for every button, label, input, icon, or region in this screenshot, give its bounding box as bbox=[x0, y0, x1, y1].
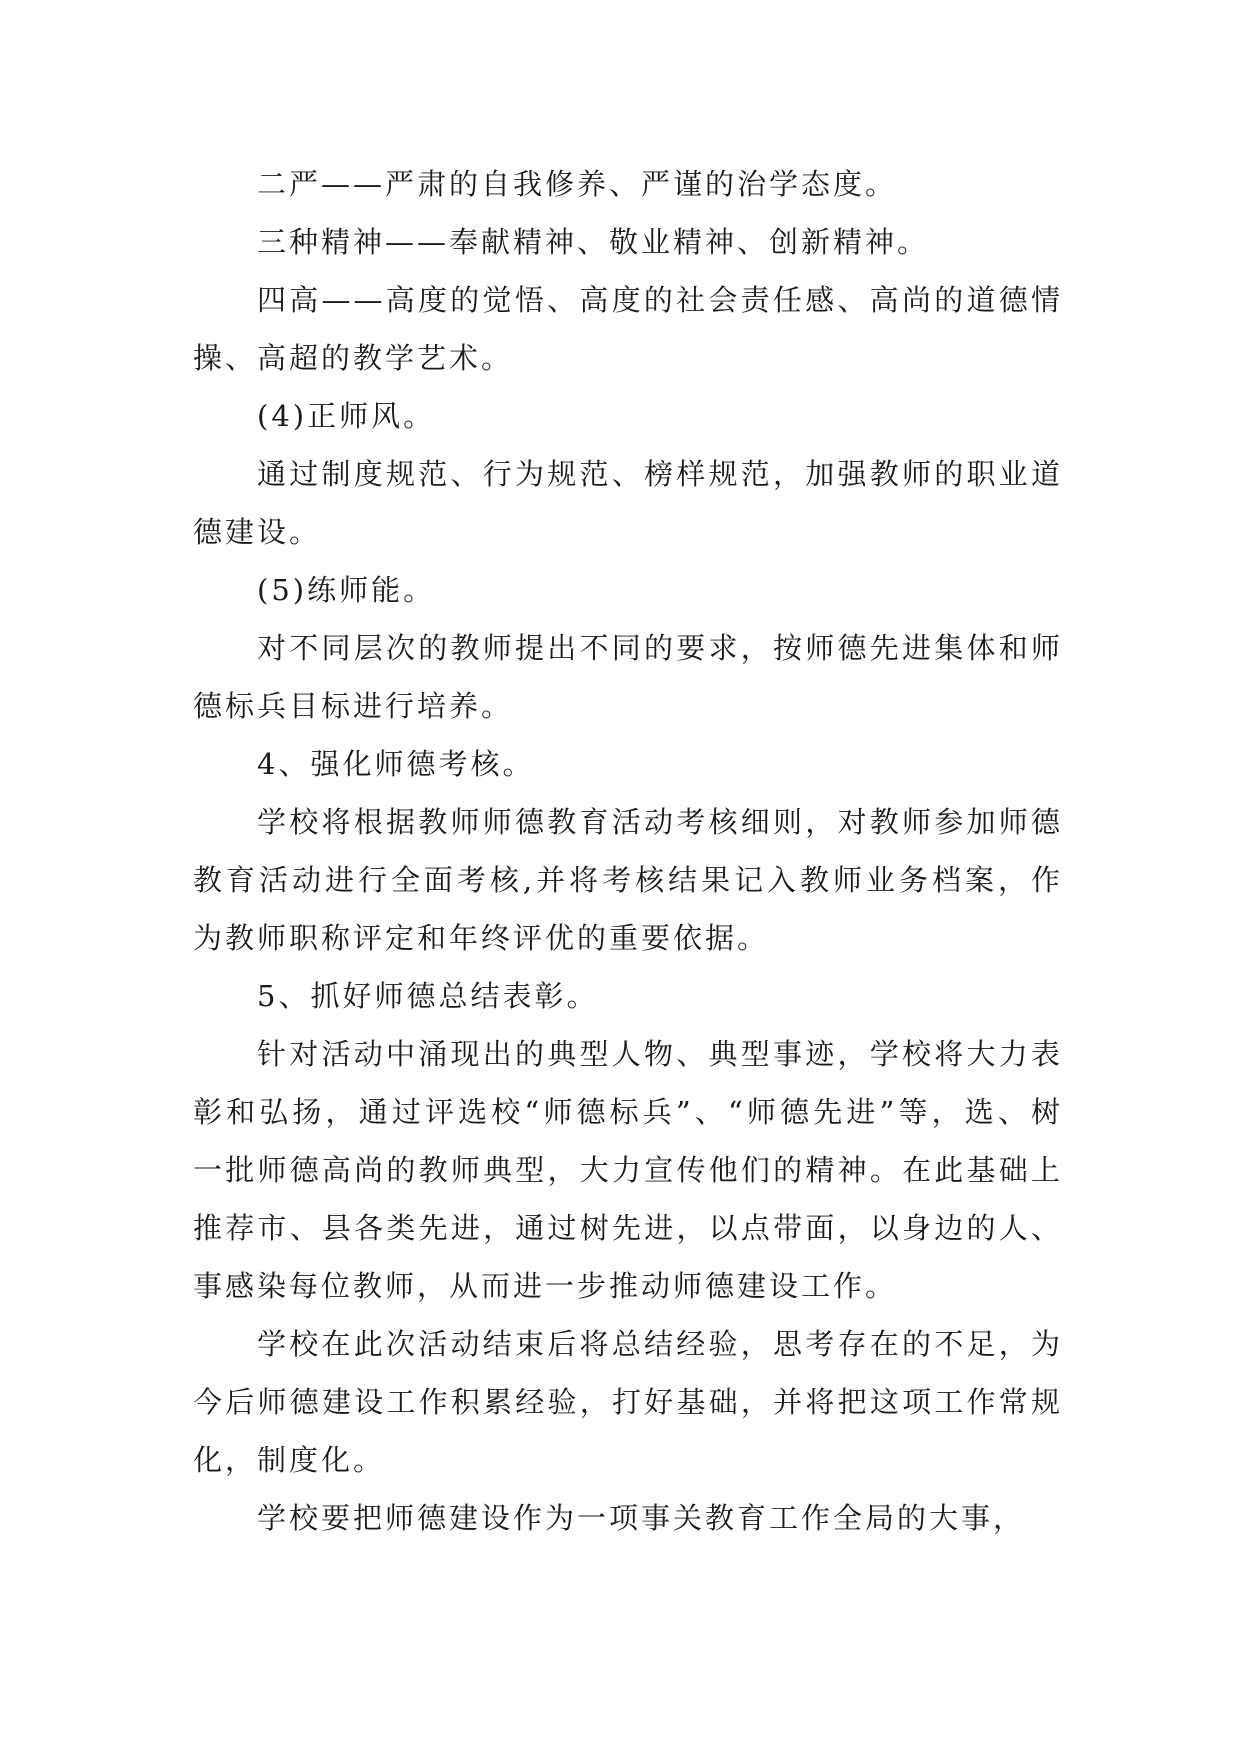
section-heading: 4、强化师德考核。 bbox=[257, 747, 535, 781]
paragraph: 二严——严肃的自我修养、严谨的治学态度。 bbox=[257, 167, 898, 201]
paragraph: (4)正师风。 bbox=[257, 399, 436, 433]
paragraph: 四高——高度的觉悟、高度的社会责任感、高尚的道德情操、高超的教学艺术。 bbox=[193, 283, 1063, 375]
paragraph: 针对活动中涌现出的典型人物、典型事迹，学校将大力表彰和弘扬，通过评选校“师德标兵”、“师德先进”等，选、树一批师德高尚的教师典型，大力宣传他们的精神。在此基础上推荐市、县各类先进，通过树先进，以点带面，以身边的人、事感染每位教师，从而进一步推动师德建设工作。 bbox=[193, 1037, 1063, 1303]
document-body bbox=[193, 155, 1063, 1547]
paragraph: 学校在此次活动结束后将总结经验，思考存在的不足，为今后师德建设工作积累经验，打好基础，并将把这项工作常规化，制度化。 bbox=[193, 1327, 1063, 1477]
paragraph: 学校要把师德建设作为一项事关教育工作全局的大事， bbox=[257, 1501, 1026, 1535]
paragraph: 通过制度规范、行为规范、榜样规范，加强教师的职业道德建设。 bbox=[193, 457, 1063, 549]
paragraph: 对不同层次的教师提出不同的要求，按师德先进集体和师德标兵目标进行培养。 bbox=[193, 631, 1063, 723]
paragraph: 学校将根据教师师德教育活动考核细则，对教师参加师德教育活动进行全面考核,并将考核结果记入教师业务档案，作为教师职称评定和年终评优的重要依据。 bbox=[193, 805, 1063, 955]
section-heading: 5、抓好师德总结表彰。 bbox=[257, 979, 599, 1013]
paragraph: (5)练师能。 bbox=[257, 573, 436, 607]
paragraph: 三种精神——奉献精神、敬业精神、创新精神。 bbox=[257, 225, 930, 259]
